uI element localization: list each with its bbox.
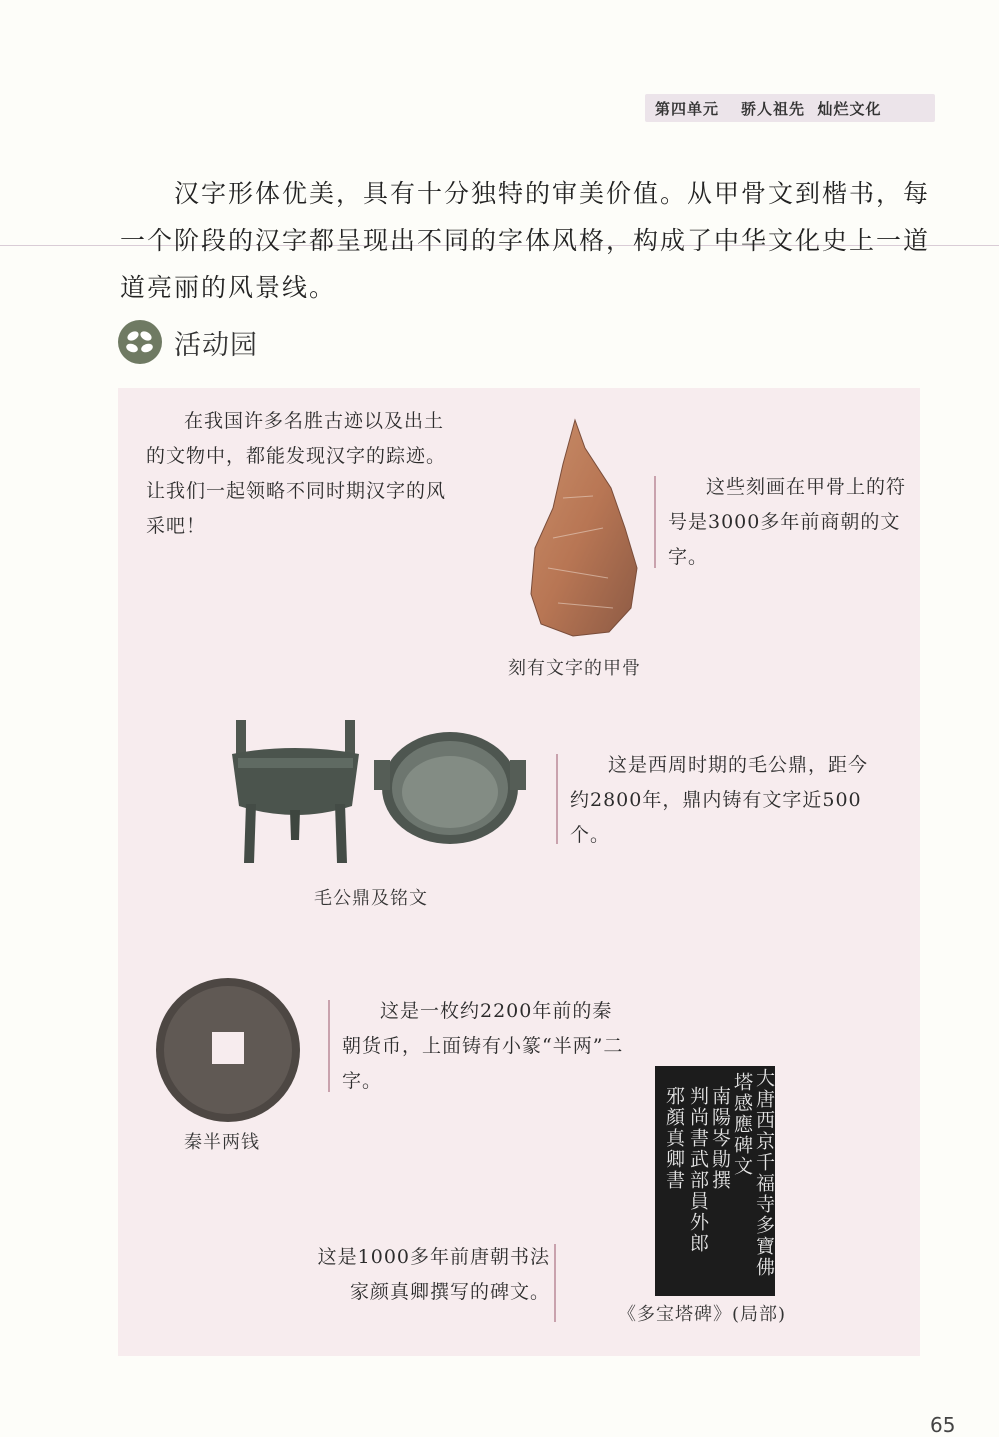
unit-label: 第四单元: [655, 100, 720, 118]
stele-rubbing: [655, 1066, 775, 1296]
intro-paragraph: [120, 170, 930, 311]
stele-accent-line: [554, 1244, 556, 1322]
stele-column: 塔感應碑文: [731, 1072, 753, 1177]
section-title: 活动园: [174, 329, 258, 361]
coin-description: 这是一枚约2200年前的秦朝货币，上面铸有小篆“半两”二字。: [342, 1000, 624, 1092]
ding-vessel-image: [228, 718, 363, 868]
intro-text: 汉字形体优美，具有十分独特的审美价值。从甲骨文到楷书，每一个阶段的汉字都呈现出不同的字体风格，构成了中华文化史上一道道亮丽的风景线。: [120, 179, 931, 302]
oracle-accent-line: [654, 476, 656, 568]
stele-caption: 《多宝塔碑》(局部): [618, 1304, 787, 1325]
activity-panel: [118, 388, 920, 1356]
section-heading: [118, 320, 258, 364]
stele-column: 南陽岑勛撰: [709, 1086, 731, 1191]
stele-column: 大唐西京千福寺多寶佛: [753, 1068, 775, 1278]
coin-image: [154, 976, 302, 1124]
oracle-bone-image: [513, 418, 643, 638]
oracle-description: 这些刻画在甲骨上的符号是3000多年前商朝的文字。: [668, 476, 907, 568]
ding-description: 这是西周时期的毛公鼎，距今约2800年，鼎内铸有文字近500个。: [570, 754, 869, 846]
leaf-icon: [118, 320, 162, 364]
running-header: [655, 98, 903, 119]
stele-column: 邪顏真卿書: [663, 1086, 685, 1191]
ding-accent-line: [556, 754, 558, 844]
coin-caption: 秦半两钱: [184, 1132, 260, 1153]
stele-description: 这是1000多年前唐朝书法家颜真卿撰写的碑文。: [317, 1246, 550, 1303]
oracle-caption: 刻有文字的甲骨: [508, 658, 641, 679]
stele-column: 判尚書武部員外郎: [687, 1086, 709, 1254]
ding-inscription-image: [374, 730, 526, 850]
unit-title: 骄人祖先 灿烂文化: [741, 100, 882, 118]
coin-accent-line: [328, 1000, 330, 1092]
page-number: 65: [930, 1413, 956, 1437]
lead-text: 在我国许多名胜古迹以及出土的文物中，都能发现汉字的踪迹。让我们一起领略不同时期汉字的风采吧！: [146, 410, 447, 537]
ding-caption: 毛公鼎及铭文: [314, 888, 428, 909]
